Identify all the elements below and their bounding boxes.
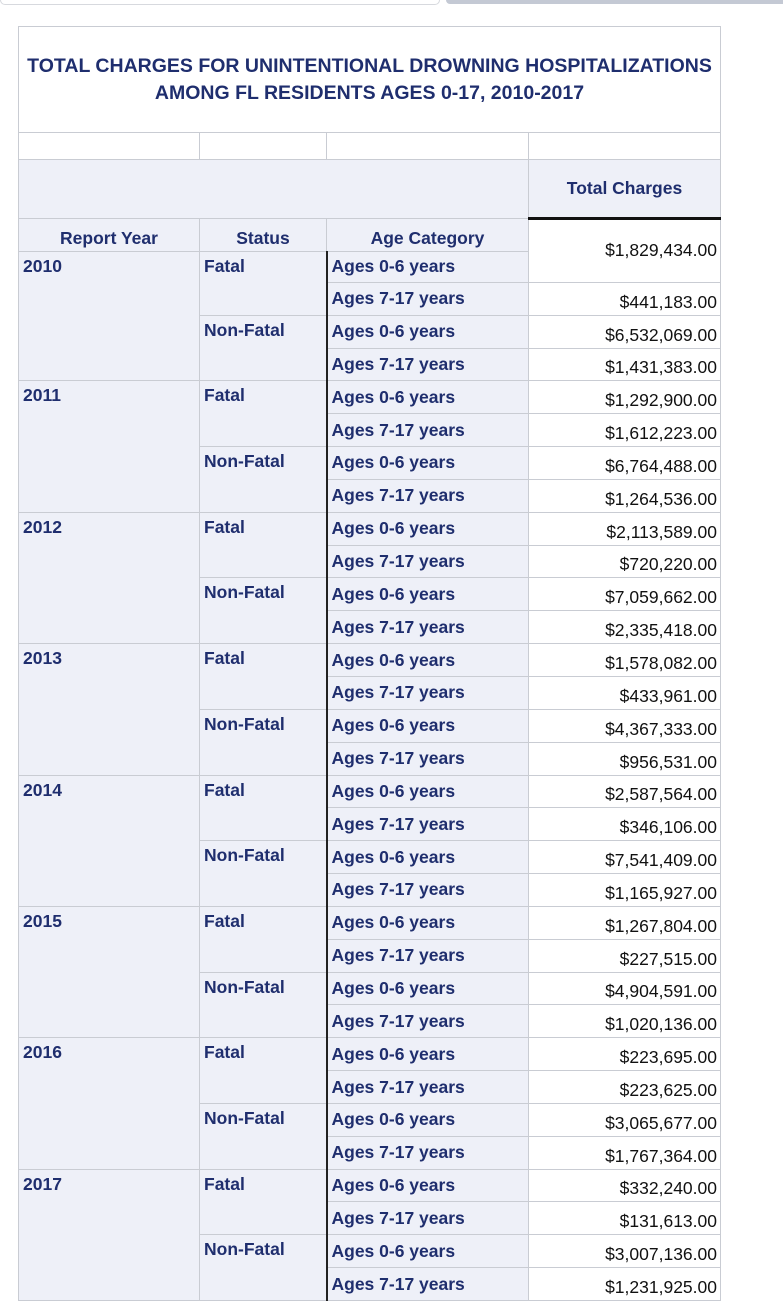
age-category-cell: Ages 7-17 years xyxy=(327,282,529,315)
total-charges-cell: $1,165,927.00 xyxy=(529,874,721,907)
total-charges-cell: $332,240.00 xyxy=(529,1169,721,1202)
header-blank xyxy=(19,160,529,219)
table-row xyxy=(19,512,721,545)
total-charges-cell: $1,612,223.00 xyxy=(529,414,721,447)
age-category-cell: Ages 0-6 years xyxy=(327,315,529,348)
age-category-cell: Ages 0-6 years xyxy=(327,841,529,874)
age-category-cell: Ages 7-17 years xyxy=(327,479,529,512)
report-year-cell: 2017 xyxy=(19,1169,200,1300)
total-charges-cell: $1,020,136.00 xyxy=(529,1005,721,1038)
total-charges-cell: $223,695.00 xyxy=(529,1038,721,1071)
status-cell: Non-Fatal xyxy=(200,1103,327,1169)
total-charges-cell: $1,578,082.00 xyxy=(529,644,721,677)
total-charges-cell: $227,515.00 xyxy=(529,939,721,972)
table-row xyxy=(19,1038,721,1071)
age-category-cell: Ages 0-6 years xyxy=(327,252,529,283)
status-cell: Fatal xyxy=(200,1169,327,1235)
age-category-cell: Ages 0-6 years xyxy=(327,578,529,611)
age-category-cell: Ages 0-6 years xyxy=(327,1169,529,1202)
total-charges-cell: $441,183.00 xyxy=(529,282,721,315)
total-charges-cell: $1,431,383.00 xyxy=(529,348,721,381)
status-cell: Fatal xyxy=(200,381,327,447)
total-charges-cell: $6,532,069.00 xyxy=(529,315,721,348)
browser-top-bar xyxy=(0,0,783,6)
header-report-year: Report Year xyxy=(19,219,200,252)
header-age-category: Age Category xyxy=(327,219,529,252)
age-category-cell: Ages 7-17 years xyxy=(327,676,529,709)
total-charges-cell: $4,904,591.00 xyxy=(529,972,721,1005)
total-charges-cell: $223,625.00 xyxy=(529,1071,721,1104)
total-charges-cell: $2,113,589.00 xyxy=(529,512,721,545)
report-year-cell: 2010 xyxy=(19,252,200,381)
table-row xyxy=(19,381,721,414)
age-category-cell: Ages 0-6 years xyxy=(327,381,529,414)
age-category-cell: Ages 0-6 years xyxy=(327,906,529,939)
total-charges-cell: $3,065,677.00 xyxy=(529,1103,721,1136)
address-bar-edge xyxy=(0,0,440,5)
status-cell: Fatal xyxy=(200,906,327,972)
toolbar-edge xyxy=(446,0,783,4)
age-category-cell: Ages 7-17 years xyxy=(327,545,529,578)
table-title: TOTAL CHARGES FOR UNINTENTIONAL DROWNING HOSPITALIZATIONS AMONG FL RESIDENTS AGES 0-17, 2010-2017 xyxy=(19,27,721,133)
charges-table xyxy=(18,26,721,1301)
age-category-cell: Ages 0-6 years xyxy=(327,1038,529,1071)
header-status: Status xyxy=(200,219,327,252)
status-cell: Fatal xyxy=(200,252,327,316)
status-cell: Non-Fatal xyxy=(200,841,327,907)
status-cell: Non-Fatal xyxy=(200,315,327,381)
table-row xyxy=(19,644,721,677)
age-category-cell: Ages 7-17 years xyxy=(327,611,529,644)
age-category-cell: Ages 0-6 years xyxy=(327,972,529,1005)
age-category-cell: Ages 0-6 years xyxy=(327,644,529,677)
age-category-cell: Ages 7-17 years xyxy=(327,742,529,775)
total-charges-cell: $7,541,409.00 xyxy=(529,841,721,874)
status-cell: Non-Fatal xyxy=(200,709,327,775)
report-year-cell: 2012 xyxy=(19,512,200,643)
header-total-charges: Total Charges xyxy=(529,160,721,219)
total-charges-cell: $1,267,804.00 xyxy=(529,906,721,939)
age-category-cell: Ages 0-6 years xyxy=(327,1103,529,1136)
total-charges-cell: $1,292,900.00 xyxy=(529,381,721,414)
spacer-row xyxy=(19,133,721,160)
report-year-cell: 2016 xyxy=(19,1038,200,1169)
status-cell: Non-Fatal xyxy=(200,447,327,513)
total-charges-cell: $346,106.00 xyxy=(529,808,721,841)
table-row xyxy=(19,775,721,808)
status-cell: Fatal xyxy=(200,1038,327,1104)
age-category-cell: Ages 7-17 years xyxy=(327,414,529,447)
age-category-cell: Ages 7-17 years xyxy=(327,348,529,381)
total-charges-cell: $1,231,925.00 xyxy=(529,1268,721,1301)
total-charges-cell: $131,613.00 xyxy=(529,1202,721,1235)
age-category-cell: Ages 7-17 years xyxy=(327,874,529,907)
status-cell: Fatal xyxy=(200,644,327,710)
table-row xyxy=(19,1169,721,1202)
age-category-cell: Ages 7-17 years xyxy=(327,1268,529,1301)
status-cell: Fatal xyxy=(200,512,327,578)
total-charges-cell: $4,367,333.00 xyxy=(529,709,721,742)
total-charges-cell: $1,829,434.00 xyxy=(529,219,721,283)
age-category-cell: Ages 7-17 years xyxy=(327,1136,529,1169)
age-category-cell: Ages 0-6 years xyxy=(327,775,529,808)
report-year-cell: 2015 xyxy=(19,906,200,1037)
age-category-cell: Ages 7-17 years xyxy=(327,1202,529,1235)
status-cell: Non-Fatal xyxy=(200,972,327,1038)
age-category-cell: Ages 7-17 years xyxy=(327,808,529,841)
total-charges-cell: $7,059,662.00 xyxy=(529,578,721,611)
age-category-cell: Ages 0-6 years xyxy=(327,709,529,742)
age-category-cell: Ages 0-6 years xyxy=(327,447,529,480)
total-charges-cell: $2,335,418.00 xyxy=(529,611,721,644)
total-charges-cell: $1,767,364.00 xyxy=(529,1136,721,1169)
status-cell: Non-Fatal xyxy=(200,1235,327,1301)
status-cell: Fatal xyxy=(200,775,327,841)
report-container xyxy=(18,26,720,1301)
total-charges-cell: $2,587,564.00 xyxy=(529,775,721,808)
total-charges-cell: $720,220.00 xyxy=(529,545,721,578)
report-year-cell: 2014 xyxy=(19,775,200,906)
age-category-cell: Ages 0-6 years xyxy=(327,1235,529,1268)
table-row xyxy=(19,906,721,939)
status-cell: Non-Fatal xyxy=(200,578,327,644)
total-charges-cell: $6,764,488.00 xyxy=(529,447,721,480)
total-charges-cell: $3,007,136.00 xyxy=(529,1235,721,1268)
age-category-cell: Ages 7-17 years xyxy=(327,939,529,972)
total-charges-cell: $956,531.00 xyxy=(529,742,721,775)
total-charges-cell: $1,264,536.00 xyxy=(529,479,721,512)
age-category-cell: Ages 0-6 years xyxy=(327,512,529,545)
report-year-cell: 2013 xyxy=(19,644,200,775)
total-charges-cell: $433,961.00 xyxy=(529,676,721,709)
report-year-cell: 2011 xyxy=(19,381,200,512)
age-category-cell: Ages 7-17 years xyxy=(327,1071,529,1104)
age-category-cell: Ages 7-17 years xyxy=(327,1005,529,1038)
